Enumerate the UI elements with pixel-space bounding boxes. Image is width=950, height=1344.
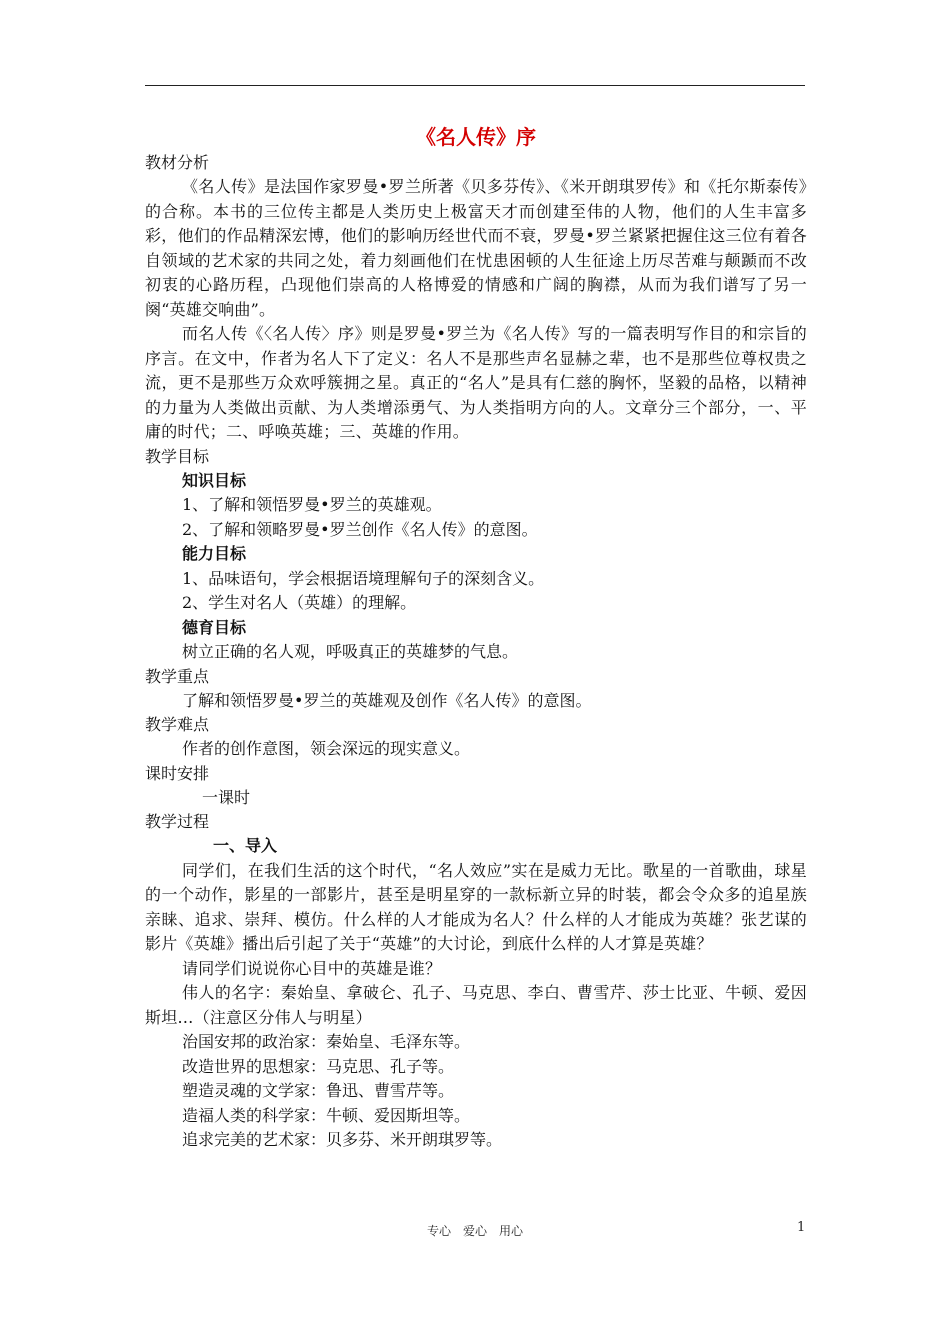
heading-moral-goals: 德育目标 — [182, 617, 247, 637]
hero-list-item: 治国安邦的政治家：秦始皇、毛泽东等。 — [182, 1032, 471, 1051]
document-body — [145, 123, 807, 1153]
heading-focus: 教学重点 — [145, 666, 210, 686]
schedule-text: 一课时 — [202, 787, 251, 807]
heading-ability-goals: 能力目标 — [182, 544, 247, 563]
heading-knowledge-goals: 知识目标 — [182, 470, 247, 490]
analysis-paragraph-2: 而名人传《〈名人传〉序》则是罗曼•罗兰为《名人传》写的一篇表明写作目的和宗旨的序言。在文中，作者为名人下了定义：名人不是那些声名显赫之辈，也不是那些位尊权贵之流，更不是那些万众欢呼簇拥之星。真正的“名人”是具有仁慈的胸怀，坚毅的品格，以精神的力量为人类做出贡献、为人类增添勇气、为人类指明方向的人。文章分三个部分，一、平庸的时代；二、呼唤英雄；三、英雄的作用。 — [145, 324, 807, 441]
heading-goals: 教学目标 — [145, 446, 210, 466]
knowledge-item: 2、了解和领略罗曼•罗兰创作《名人传》的意图。 — [182, 519, 538, 539]
hero-list-item: 塑造灵魂的文学家：鲁迅、曹雪芹等。 — [182, 1081, 455, 1100]
step-introduction: 一、导入 — [213, 836, 278, 855]
process-paragraph-1: 同学们，在我们生活的这个时代，“名人效应”实在是威力无比。歌星的一首歌曲，球星的一个动作，影星的一部影片，甚至是明星穿的一款标新立异的时装，都会令众多的追星族亲睐、追求、崇拜、模仿。什么样的人才能成为名人？什么样的人才能成为英雄？张艺谋的影片《英雄》播出后引起了关于“英雄”的大讨论，到底什么样的人才算是英雄？ — [145, 860, 807, 953]
difficulty-text: 作者的创作意图，领会深远的现实意义。 — [182, 739, 471, 758]
analysis-paragraph-1: 《名人传》是法国作家罗曼•罗兰所著《贝多芬传》、《米开朗琪罗传》和《托尔斯泰传》的合称。本书的三位传主都是人类历史上极富天才而创建至伟的人物，他们的人生丰富多彩，他们的作品精深宏博，他们的影响历经世代而不衰，罗曼•罗兰紧紧把握住这三位有着各自领域的艺术家的共同之处，着力刻画他们在忧患困顿的人生征途上历尽苦难与颠踬而不改初衷的心路历程，凸现他们崇高的人格博爱的情感和广阔的胸襟，从而为我们谱写了另一阕“英雄交响曲”。 — [145, 177, 807, 319]
ability-item: 2、学生对名人（英雄）的理解。 — [182, 593, 417, 612]
focus-text: 了解和领悟罗曼•罗兰的英雄观及创作《名人传》的意图。 — [182, 690, 592, 710]
process-paragraph-3: 伟人的名字：秦始皇、拿破仑、孔子、马克思、李白、曹雪芹、莎士比亚、牛顿、爱因斯坦…（注意区分伟人与明星） — [145, 983, 807, 1027]
heading-process: 教学过程 — [145, 812, 210, 831]
process-paragraph-2: 请同学们说说你心目中的英雄是谁？ — [182, 958, 442, 978]
hero-list-item: 造福人类的科学家：牛顿、爱因斯坦等。 — [182, 1105, 471, 1125]
hero-list-item: 追求完美的艺术家：贝多芬、米开朗琪罗等。 — [182, 1130, 503, 1149]
moral-goal-text: 树立正确的名人观，呼吸真正的英雄梦的气息。 — [182, 642, 519, 661]
page-title: 《名人传》序 — [416, 125, 536, 149]
header-rule — [145, 85, 805, 86]
knowledge-item: 1、了解和领悟罗曼•罗兰的英雄观。 — [182, 495, 442, 514]
footer-motto: 专心 爱心 用心 — [426, 1224, 523, 1238]
heading-schedule: 课时安排 — [145, 763, 210, 783]
heading-difficulty: 教学难点 — [145, 715, 210, 734]
page-number: 1 — [797, 1220, 806, 1235]
hero-list-item: 改造世界的思想家：马克思、孔子等。 — [182, 1056, 455, 1076]
ability-item: 1、品味语句，学会根据语境理解句子的深刻含义。 — [182, 568, 545, 588]
heading-analysis: 教材分析 — [145, 153, 210, 172]
